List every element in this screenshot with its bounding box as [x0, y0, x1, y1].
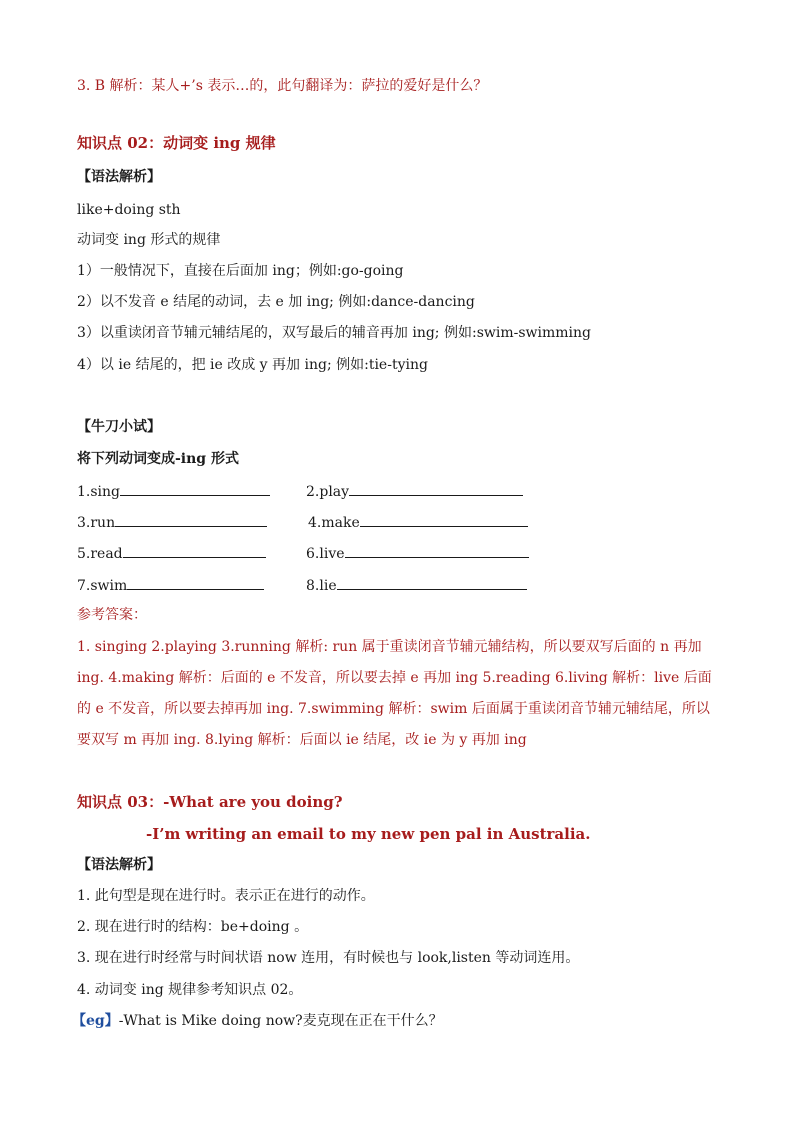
exercise-item: 7.swim — [77, 575, 264, 596]
exercise-item: 2.play — [306, 481, 523, 502]
eg-text: -What is Mike doing now?麦克现在正在干什么？ — [118, 1013, 443, 1029]
answer-blank[interactable] — [360, 512, 528, 527]
grammar-line: 4. 动词变 ing 规律参考知识点 02。 — [77, 982, 303, 998]
answer-blank[interactable] — [345, 543, 529, 558]
answer-block: 1. singing 2.playing 3.running 解析: run 属于重读闭音节辅元辅结构，所以要双写后面的 n 再加 ing. 4.making 解析：后面的 e 不发音，所以要去掉 e 再加 ing 5.reading 6.living 解析：live 后面的 e 不发音，所以要去掉再加 ing. 7.swimming 解析：swim 后面属于重读闭音节辅元辅结尾，所以要双写 m 再加 ing. 8.lying 解析：后面以 ie 结尾，改 ie 为 y 再加 ing — [77, 639, 712, 748]
answer-blank[interactable] — [337, 575, 527, 590]
rule-line: 动词变 ing 形式的规律 — [77, 232, 221, 248]
grammar-line: 3. 现在进行时经常与时间状语 now 连用，有时候也与 look,listen 等动词连用。 — [77, 950, 580, 966]
kp03-subtitle: -I’m writing an email to my new pen pal in Australia. — [146, 825, 591, 843]
answer-blank[interactable] — [123, 543, 266, 558]
exercise-item: 4.make — [308, 512, 528, 533]
answer-item-3: 3. B 解析：某人+’s 表示…的，此句翻译为：萨拉的爱好是什么？ — [77, 78, 488, 94]
kp02-title: 知识点 02：动词变 ing 规律 — [77, 134, 276, 152]
answer-blank[interactable] — [120, 481, 270, 496]
example-line — [72, 1011, 443, 1031]
practice-instruction: 将下列动词变成-ing 形式 — [77, 451, 239, 467]
rule-line: 2）以不发音 e 结尾的动词，去 e 加 ing; 例如:dance-dancing — [77, 294, 475, 310]
rule-line: 3）以重读闭音节辅元辅结尾的，双写最后的辅音再加 ing; 例如:swim-swimming — [77, 325, 591, 341]
grammar-line: 2. 现在进行时的结构：be+doing 。 — [77, 919, 309, 935]
grammar-heading: 【语法解析】 — [77, 169, 161, 185]
exercise-item: 8.lie — [306, 575, 527, 596]
answer-blank[interactable] — [127, 575, 264, 590]
rule-line: 1）一般情况下，直接在后面加 ing；例如:go-going — [77, 263, 404, 279]
rule-line: 4）以 ie 结尾的，把 ie 改成 y 再加 ing; 例如:tie-tying — [77, 357, 428, 373]
grammar-line: 1. 此句型是现在进行时。表示正在进行的动作。 — [77, 888, 375, 904]
answer-heading: 参考答案： — [77, 607, 147, 623]
answer-blank[interactable] — [349, 481, 523, 496]
practice-heading: 【牛刀小试】 — [77, 419, 161, 435]
grammar-heading: 【语法解析】 — [77, 857, 161, 873]
rule-line: like+doing sth — [77, 202, 181, 218]
kp03-title: 知识点 03：-What are you doing? — [77, 793, 343, 811]
exercise-item: 3.run — [77, 512, 267, 533]
exercise-item: 5.read — [77, 543, 266, 564]
answer-blank[interactable] — [115, 512, 267, 527]
exercise-item: 6.live — [306, 543, 529, 564]
eg-tag: 【eg】 — [72, 1013, 119, 1029]
exercise-item: 1.sing — [77, 481, 270, 502]
